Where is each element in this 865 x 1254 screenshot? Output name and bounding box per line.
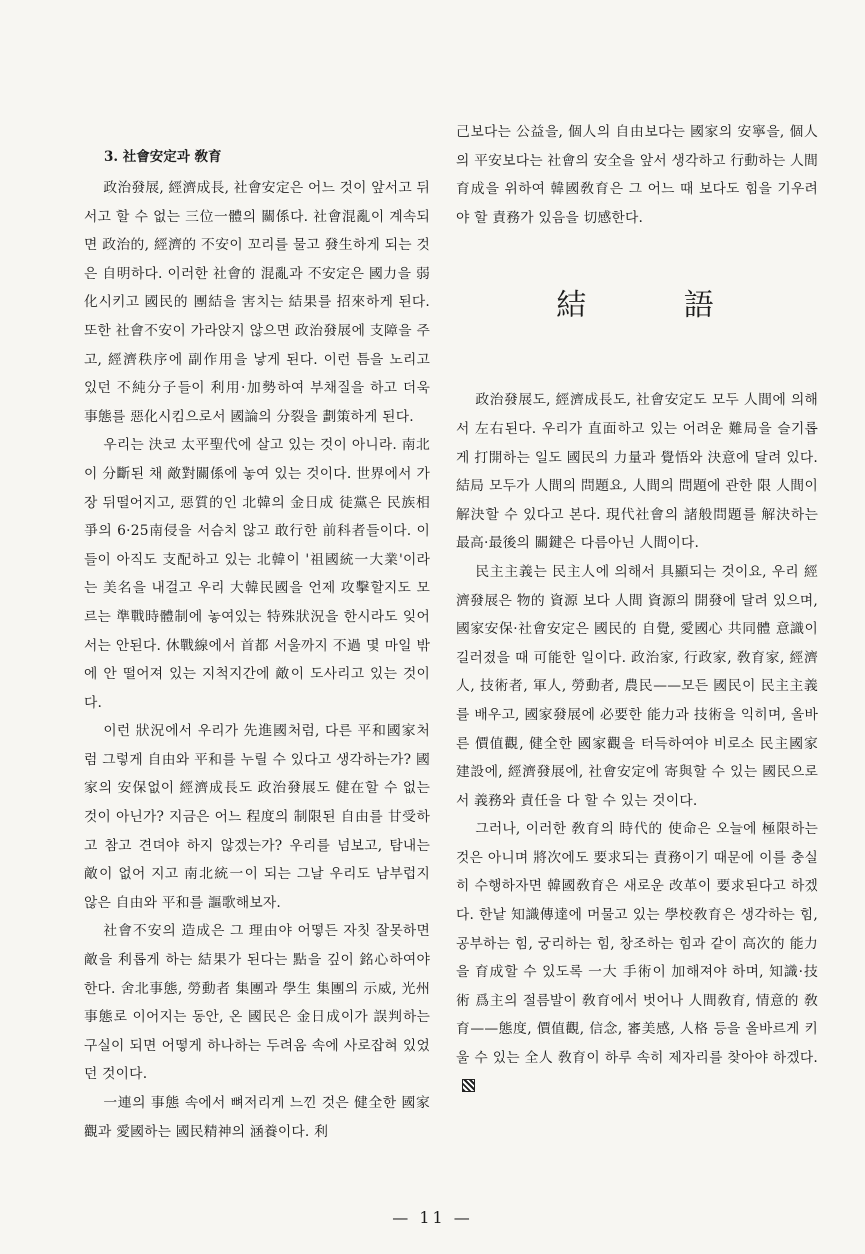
body-paragraph: 民主主義는 民主人에 의해서 具顯되는 것이요, 우리 經濟發展은 物的 資源 보다 人間 資源의 開發에 달려 있으며, 國家安保·社會安定은 國民的 自覺, 愛國心 共同體 意識이 길러졌을 때 可能한 일이다. 政治家, 行政家, 敎育家, 經濟人, 技術者, 軍人, 勞動者, 農民——모든 國民이 民主主義를 배우고, 國家發展에 必要한 能力과 技術을 익히며, 올바른 價值觀, 健全한 國家觀을 터득하여야 비로소 民主國家 建設에, 經濟發展에, 社會安定에 寄與할 수 있는 國民으로서 義務와 責任을 다 할 수 있는 것이다. bbox=[456, 563, 818, 809]
body-paragraph bbox=[456, 815, 818, 1101]
body-paragraph: 우리는 決코 太平聖代에 살고 있는 것이 아니라. 南北이 分斷된 채 敵對關係에 놓여 있는 것이다. 世界에서 가장 뒤떨어지고, 惡質的인 北韓의 金日成 徒黨은 民族相爭의 6·25南侵을 서슴치 않고 敢行한 前科者들이다. 이들이 아직도 支配하고 있는 北韓이 '祖國統一大業'이라는 美名을 내걸고 우리 大韓民國을 언제 攻擊할지도 모르는 準戰時體制에 놓여있는 特殊狀況을 한시라도 잊어서는 안된다. 休戰線에서 首都 서울까지 不過 몇 마일 밖에 안 떨어져 있는 지척지간에 敵이 도사리고 있는 것이다. bbox=[84, 437, 430, 711]
left-column bbox=[84, 140, 430, 1146]
body-paragraph: 社會不安의 造成은 그 理由야 어떻든 자칫 잘못하면 敵을 利롭게 하는 結果가 된다는 點을 깊이 銘心하여야 한다. 舍北事態, 勞動者 集團과 學生 集團의 示威, 光州事態로 이어지는 동안, 온 國民은 金日成이가 誤判하는 구실이 되면 어떻게 하나하는 두려움 속에 사로잡혀 있었던 것이다. bbox=[84, 923, 430, 1083]
continued-paragraph: 己보다는 公益을, 個人의 自由보다는 國家의 安寧을, 個人의 平安보다는 社會의 安全을 앞서 생각하고 行動하는 人間育成을 위하여 韓國敎育은 그 어느 때 보다도 힘을 기우려야 할 責務가 있음을 切感한다. bbox=[456, 124, 818, 226]
body-paragraph: 政治發展, 經濟成長, 社會安定은 어느 것이 앞서고 뒤서고 할 수 없는 三位一體의 關係다. 社會混亂이 계속되면 政治的, 經濟的 不安이 꼬리를 물고 發生하게 되는 것은 自明하다. 이러한 社會的 混亂과 不安定은 國力을 弱化시키고 國民的 團結을 害치는 結果를 招來하게 된다. 또한 社會不安이 가라앉지 않으면 政治發展에 支障을 주고, 經濟秩序에 副作用을 낳게 된다. 이런 틈을 노리고 있던 不純分子들이 利用·加勢하여 부채질을 하고 더욱 事態를 惡化시킴으로서 國論의 分裂을 劃策하게 된다. bbox=[84, 180, 430, 425]
body-paragraph: 政治發展도, 經濟成長도, 社會安定도 모두 人間에 의해서 左右된다. 우리가 直面하고 있는 어려운 難局을 슬기롭게 打開하는 일도 國民의 力量과 覺悟와 決意에 달려 있다. 結局 모두가 人間의 問題요, 人間의 問題에 관한 限 人間이 解決할 수 있다고 본다. 現代社會의 諸般問題를 解決하는 最高·最後의 關鍵은 다름아닌 人間이다. bbox=[456, 392, 818, 552]
conclusion-title: 結 語 bbox=[556, 288, 758, 324]
body-paragraph: 一連의 事態 속에서 뼈저리게 느낀 것은 健全한 國家觀과 愛國하는 國民精神의 涵養이다. 利 bbox=[84, 1095, 430, 1140]
body-paragraph-text: 그러나, 이러한 敎育의 時代的 使命은 오늘에 極限하는 것은 아니며 將次에도 要求되는 責務이기 때문에 이를 충실히 수행하자면 韓國敎育은 새로운 改革이 要求된다고 하겠다. 한낱 知識傳達에 머물고 있는 學校敎育은 생각하는 힘, 공부하는 힘, 궁리하는 힘, 창조하는 힘과 같이 高次的 能力을 育成할 수 있도록 一大 手術이 加해져야 하며, 知識·技術 爲主의 절름발이 敎育에서 벗어나 人間敎育, 情意的 敎育——態度, 價值觀, 信念, 審美感, 人格 등을 올바르게 키울 수 있는 全人 敎育이 하루 속히 제자리를 찾아야 하겠다. bbox=[456, 821, 818, 1067]
body-paragraph: 이런 狀況에서 우리가 先進國처럼, 다른 平和國家처럼 그렇게 自由와 平和를 누릴 수 있다고 생각하는가? 國家의 安保없이 經濟成長도 政治發展도 健在할 수 없는 것이 아닌가? 지금은 어느 程度의 制限된 自由를 甘受하고 참고 견뎌야 하지 않겠는가? 우리를 넘보고, 탐내는 敵이 없어 지고 南北統一이 되는 그날 우리도 남부럽지 않은 自由와 平和를 謳歌해보자. bbox=[84, 723, 430, 911]
section-heading: 3. 社會安定과 敎育 bbox=[104, 149, 222, 165]
page-number: — 11 — bbox=[392, 1208, 473, 1227]
right-column bbox=[456, 118, 818, 1101]
end-mark-icon bbox=[462, 1079, 475, 1092]
